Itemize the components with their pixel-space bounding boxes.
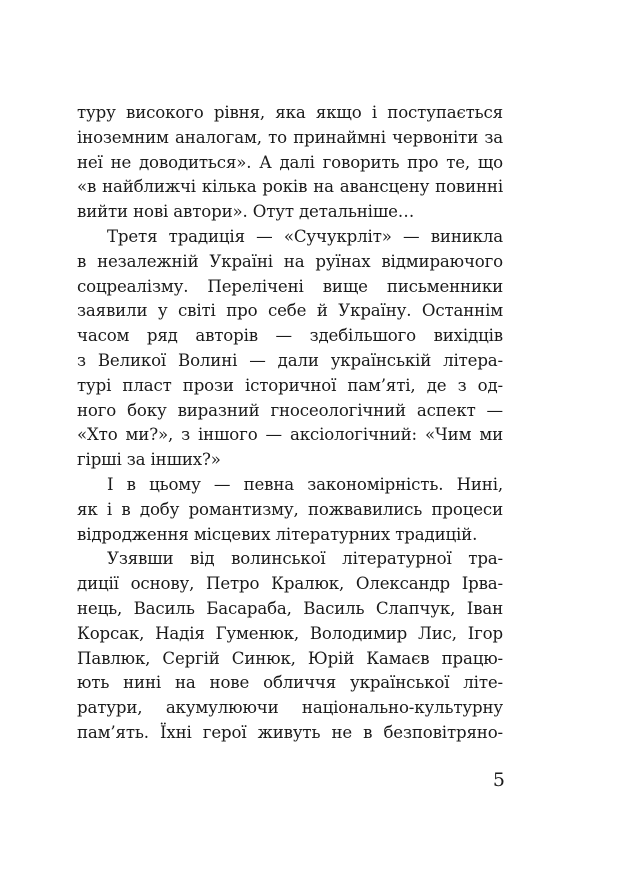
text-line: як і в добу романтизму, пожвавились процеси — [77, 499, 503, 519]
text-line: в незалежній Україні на руїнах відмираючого — [77, 251, 503, 271]
text-line: Корсак, Надія Гуменюк, Володимир Лис, Ігор — [77, 623, 503, 643]
text-line: соцреалізму. Перелічені вище письменники — [77, 276, 503, 296]
paragraph-start-line: І в цьому — певна закономірність. Нині, — [107, 474, 503, 494]
text-line: турі пласт прози історичної пам’яті, де з од- — [77, 375, 503, 395]
page-number: 5 — [492, 769, 505, 791]
text-line: відродження місцевих літературних традицій. — [77, 524, 478, 544]
text-line: диції основу, Петро Кралюк, Олександр Ірва- — [77, 574, 503, 594]
text-line: ного боку виразний гносеологічний аспект — — [77, 400, 503, 420]
text-line: «в найближчі кілька років на авансцену повинні — [77, 177, 503, 197]
text-line: часом ряд авторів — здебільшого вихідців — [77, 326, 503, 346]
text-line: «Хто ми?», з іншого — аксіологічний: «Чим ми — [77, 425, 503, 445]
text-line: ратури, акумулюючи національно-культурну — [77, 698, 503, 718]
paragraph-start-line: Третя традиція — «Сучукрліт» — виникла — [107, 226, 503, 246]
text-line: нець, Василь Басараба, Василь Слапчук, Іван — [77, 598, 503, 618]
body-text — [77, 101, 503, 746]
text-line: ють нині на нове обличчя української літе- — [77, 673, 503, 693]
text-line: заявили у світі про себе й Україну. Останнім — [77, 301, 503, 321]
text-line: Павлюк, Сергій Синюк, Юрій Камаєв працю- — [77, 648, 503, 668]
text-line: вийти нові автори». Отут детальніше… — [77, 202, 415, 222]
text-line: туру високого рівня, яка якщо і поступається — [77, 103, 503, 122]
text-line: неї не доводиться». А далі говорить про те, що — [77, 152, 503, 172]
text-line: пам’ять. Їхні герої живуть не в безповітряно- — [77, 722, 503, 742]
text-line: іноземним аналогам, то принаймні червоніти за — [77, 127, 503, 147]
text-line: з Великої Волині — дали українській літера- — [77, 350, 503, 370]
paragraph-start-line: Узявши від волинської літературної тра- — [107, 549, 503, 569]
text-line: гірші за інших?» — [77, 450, 221, 470]
